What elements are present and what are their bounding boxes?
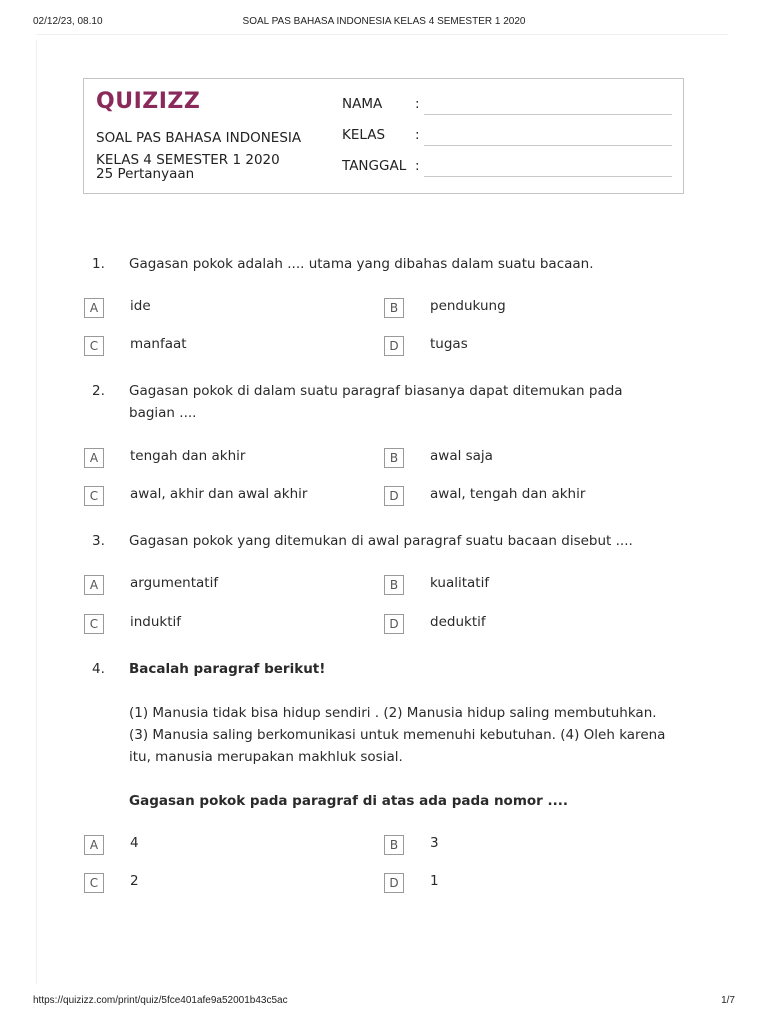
- question-number: 1.: [92, 256, 105, 272]
- option-text: induktif: [130, 614, 182, 630]
- option-text: 2: [130, 873, 139, 889]
- option-letter: D: [384, 873, 404, 893]
- option-letter: A: [84, 575, 104, 595]
- print-footer: [33, 995, 735, 1009]
- name-field: [342, 96, 672, 118]
- print-header: [33, 16, 735, 30]
- option-letter: B: [384, 835, 404, 855]
- date-colon: :: [415, 158, 420, 174]
- option-letter: C: [84, 873, 104, 893]
- class-field: [342, 127, 672, 149]
- question-intro: Bacalah paragraf berikut!: [129, 661, 326, 677]
- option-text: kualitatif: [430, 575, 490, 591]
- name-colon: :: [415, 96, 420, 112]
- option-text: awal saja: [430, 448, 493, 464]
- print-doc-title: SOAL PAS BAHASA INDONESIA KELAS 4 SEMESTER 1 2020: [242, 16, 526, 27]
- option-letter: A: [84, 448, 104, 468]
- name-blank-line: [424, 114, 672, 115]
- option-text: awal, akhir dan awal akhir: [130, 486, 308, 502]
- page-top-rule: [36, 34, 728, 35]
- option-text: argumentatif: [130, 575, 219, 591]
- question-passage: (1) Manusia tidak bisa hidup sendiri . (2) Manusia hidup saling membutuhkan. (3) Manusia saling berkomunikasi untuk memenuhi kebutuhan. (4) Oleh karena itu, manusia merupakan makhluk sosial.: [129, 705, 666, 765]
- option-letter: B: [384, 575, 404, 595]
- option-text: ide: [130, 298, 151, 314]
- quiz-title-line2: KELAS 4 SEMESTER 1 2020: [96, 152, 280, 168]
- date-field: [342, 158, 672, 180]
- question-count: 25 Pertanyaan: [96, 166, 195, 182]
- question-number: 4.: [92, 661, 105, 677]
- option-letter: A: [84, 298, 104, 318]
- option-text: awal, tengah dan akhir: [430, 486, 586, 502]
- question-body: [129, 658, 669, 812]
- print-datetime: 02/12/23, 08.10: [33, 16, 103, 27]
- option-letter: B: [384, 298, 404, 318]
- date-blank-line: [424, 176, 672, 177]
- class-label: KELAS: [342, 127, 386, 143]
- date-label: TANGGAL: [342, 158, 407, 174]
- option-letter: A: [84, 835, 104, 855]
- option-letter: D: [384, 336, 404, 356]
- option-letter: C: [84, 336, 104, 356]
- option-text: 3: [430, 835, 439, 851]
- option-text: tugas: [430, 336, 468, 352]
- quiz-title: [96, 127, 301, 171]
- option-letter: D: [384, 486, 404, 506]
- page-left-rule: [36, 40, 37, 984]
- option-text: pendukung: [430, 298, 506, 314]
- question-number: 2.: [92, 383, 105, 399]
- class-colon: :: [415, 127, 420, 143]
- quiz-title-line1: SOAL PAS BAHASA INDONESIA: [96, 130, 302, 146]
- option-letter: C: [84, 614, 104, 634]
- question-text: Gagasan pokok yang ditemukan di awal paragraf suatu bacaan disebut ....: [129, 533, 633, 549]
- option-text: tengah dan akhir: [130, 448, 246, 464]
- option-text: 1: [430, 873, 439, 889]
- page-number: 1/7: [721, 995, 735, 1006]
- question-text: Gagasan pokok adalah .... utama yang dibahas dalam suatu bacaan.: [129, 256, 594, 272]
- name-label: NAMA: [342, 96, 383, 112]
- option-text: 4: [130, 835, 139, 851]
- class-blank-line: [424, 145, 672, 146]
- option-letter: B: [384, 448, 404, 468]
- quiz-header-box: [83, 78, 684, 194]
- option-text: deduktif: [430, 614, 486, 630]
- question-prompt: Gagasan pokok pada paragraf di atas ada pada nomor ....: [129, 793, 569, 809]
- option-letter: C: [84, 486, 104, 506]
- print-url: https://quizizz.com/print/quiz/5fce401afe9a52001b43c5ac: [33, 995, 288, 1006]
- question-number: 3.: [92, 533, 105, 549]
- quizizz-logo: QUIZIZZ: [96, 89, 201, 114]
- question-4: [92, 658, 672, 818]
- option-text: manfaat: [130, 336, 187, 352]
- option-letter: D: [384, 614, 404, 634]
- question-text: Gagasan pokok di dalam suatu paragraf biasanya dapat ditemukan pada bagian ....: [129, 383, 623, 421]
